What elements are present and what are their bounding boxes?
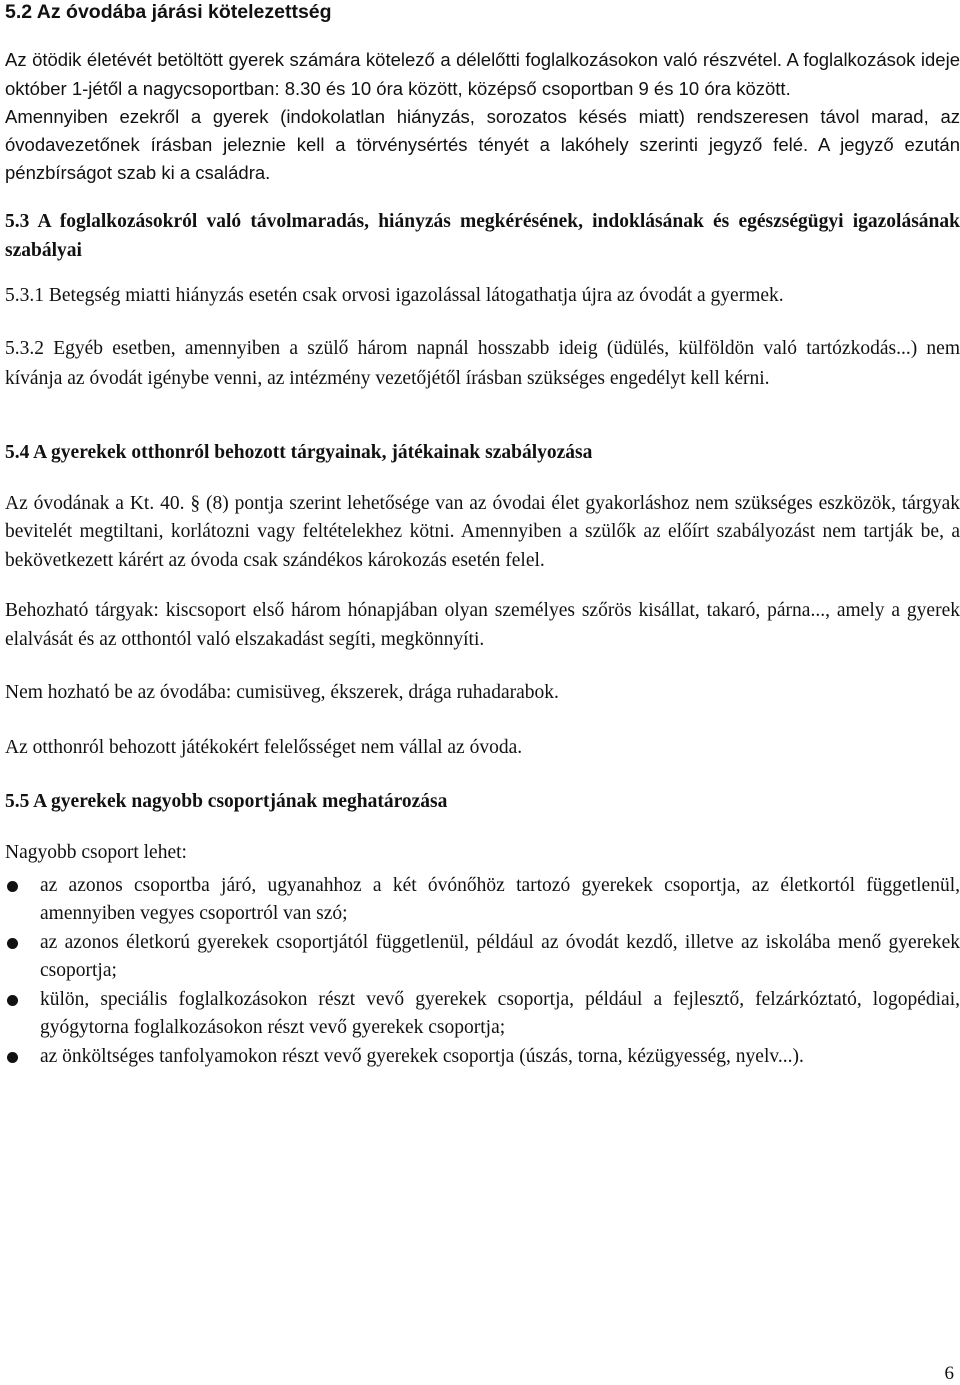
- bullet-icon: [7, 938, 18, 949]
- document-page: [5, 0, 960, 1071]
- bullet-icon: [7, 995, 18, 1006]
- section-heading-5-4: 5.4 A gyerekek otthonról behozott tárgyainak, játékainak szabályozása: [5, 441, 593, 463]
- list-item: külön, speciális foglalkozásokon részt vevő gyerekek csoportja, például a fejlesztő, felzárkóztató, logopédiai, gyógytorna foglalkozásokon részt vevő gyerekek csoportja;: [5, 986, 960, 1043]
- bullet-icon: [7, 1052, 18, 1063]
- paragraph-5-3-2: 5.3.2 Egyéb esetben, amennyiben a szülő három napnál hosszabb ideig (üdülés, külföldön való tartózkodás...) nem kívánja az óvodát igénybe venni, az intézmény vezetőjétől írásban szükséges engedélyt kell kérni.: [5, 337, 960, 389]
- bullet-icon: [7, 881, 18, 892]
- paragraph-allowed-items: Behozható tárgyak: kiscsoport első három hónapjában olyan személyes szőrös kisállat, takaró, párna..., amely a gyerek elalvását és az otthontól való elszakadást segíti, megkönnyíti.: [5, 600, 960, 650]
- group-list: [5, 872, 960, 1072]
- paragraph-group-intro: Nagyobb csoport lehet:: [5, 842, 187, 863]
- paragraph-kt-rule: Az óvodának a Kt. 40. § (8) pontja szerint lehetősége van az óvodai élet gyakorláshoz nem szükséges eszközök, tárgyak bevitelét megtiltani, korlátozni vagy feltételekhez kötni. Amennyiben a szülők az előírt szabályozást nem tartják be, a bekövetkezett kárért az óvoda csak szándékos károkozás esetén felel.: [5, 492, 960, 571]
- paragraph-attendance-obligation: Az ötödik életévét betöltött gyerek számára kötelező a délelőtti foglalkozásokon való részvétel. A foglalkozások ideje október 1-jétől a nagycsoportban: 8.30 és 10 óra között, középső csoportban 9 és 10 óra között.: [5, 49, 960, 99]
- list-item: az azonos csoportba járó, ugyanahhoz a két óvónőhöz tartozó gyerekek csoportja, az életkortól függetlenül, amennyiben vegyes csoportról van szó;: [5, 872, 960, 929]
- section-heading-5-2: 5.2 Az óvodába járási kötelezettség: [5, 1, 332, 23]
- section-heading-5-5: 5.5 A gyerekek nagyobb csoportjának meghatározása: [5, 791, 448, 812]
- list-item: az önköltséges tanfolyamokon részt vevő gyerekek csoportja (úszás, torna, kézügyesség, nyelv...).: [5, 1043, 960, 1072]
- section-heading-5-3: 5.3 A foglalkozásokról való távolmaradás, hiányzás megkérésének, indoklásának és egészségügyi igazolásának szabályai: [5, 211, 960, 261]
- paragraph-5-3-1: 5.3.1 Betegség miatti hiányzás esetén csak orvosi igazolással látogathatja újra az óvodát a gyermek.: [5, 285, 784, 306]
- paragraph-absence-consequence: Amennyiben ezekről a gyerek (indokolatlan hiányzás, sorozatos késés miatt) rendszeresen távol marad, az óvodavezetőnek írásban jeleznie kell a törvénysértés tényét a lakóhely szerinti jegyző felé. A jegyző ezután pénzbírságot szab ki a családra.: [5, 106, 960, 183]
- paragraph-forbidden-items: Nem hozható be az óvodába: cumisüveg, ékszerek, drága ruhadarabok.: [5, 682, 559, 703]
- paragraph-liability: Az otthonról behozott játékokért felelősséget nem vállal az óvoda.: [5, 736, 523, 758]
- list-item: az azonos életkorú gyerekek csoportjától függetlenül, például az óvodát kezdő, illetve az iskolába menő gyerekek csoportja;: [5, 929, 960, 986]
- page-number: 6: [944, 1363, 954, 1384]
